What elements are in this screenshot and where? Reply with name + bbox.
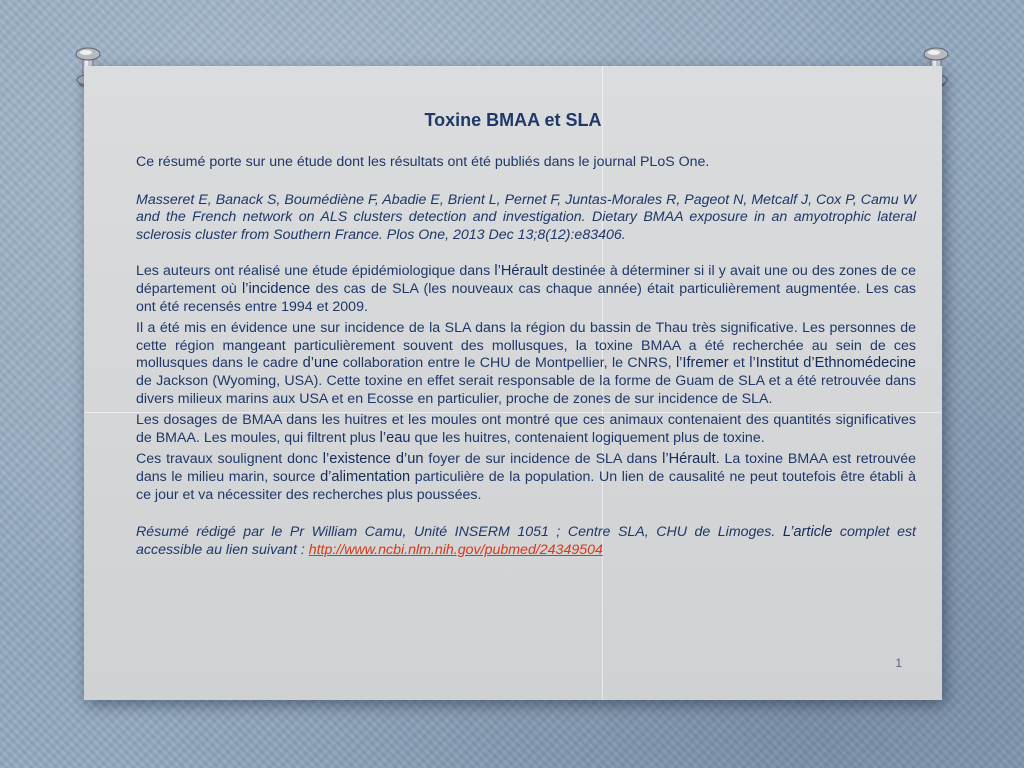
paragraph-findings <box>136 320 916 408</box>
text-run: Les dosages de BMAA dans les huitres et les moules ont montré que ces animaux contenaient des quantités significatives de BMAA. Les moules, qui filtrent plus <box>136 412 916 446</box>
paragraph-study <box>136 263 916 316</box>
text-run: particulière de la population. Un lien de causalité ne peut toutefois être établi à ce jour et va nécessiter des recherches plus poussées. <box>136 468 916 503</box>
highlight-text: d’alimentation <box>320 468 411 485</box>
highlight-text: l’Institut d’Ethnomédecine <box>749 355 917 372</box>
text-run: Il a été mis en évidence une sur incidence de la SLA dans la région du bassin de Thau très significative. Les personnes de cette région mangeant particulièrement souvent des mollusques, la toxine BMAA a été recherchée au sein de ces mollusques dans le cadre <box>136 320 916 372</box>
slide-title: Toxine BMAA et SLA <box>424 110 602 130</box>
summary-credit <box>136 524 916 559</box>
pubmed-link[interactable]: http://www.ncbi.nlm.nih.gov/pubmed/24349504 <box>308 541 603 558</box>
text-run: destinée à déterminer si il y avait une ou des zones de ce département où <box>136 263 916 297</box>
slide-content <box>136 154 916 559</box>
highlight-text: l’incidence <box>242 280 311 297</box>
text-run: et <box>728 355 750 372</box>
highlight-text: d’une <box>302 355 339 372</box>
highlight-text: L’article <box>782 524 833 541</box>
highlight-text: l’existence d’un <box>322 451 424 468</box>
text-run: Résumé rédigé par le Pr William Camu, Unité INSERM 1051 ; Centre SLA, CHU de Limoges. <box>136 524 783 541</box>
text-run: . La toxine BMAA est retrouvée dans le milieu marin, source <box>136 451 916 485</box>
highlight-text: l’Hérault <box>662 451 716 468</box>
slide-board <box>84 66 942 700</box>
text-run: collaboration entre le CHU de Montpellier, le CNRS, <box>338 355 676 372</box>
citation-text: Masseret E, Banack S, Boumédiène F, Abadie E, Brient L, Pernet F, Juntas-Morales R, Pageot N, Metcalf J, Cox P, Camu W and the French network on ALS clusters detection and investigation. Dietary BMAA exposure in an amyotrophic lateral sclerosis cluster from Southern France. Plos One, 2013 Dec 13;8(12):e83406. <box>136 191 916 243</box>
highlight-text: l’Hérault <box>494 263 548 280</box>
page-number: 1 <box>895 656 902 670</box>
highlight-text: l’Ifremer <box>675 355 729 372</box>
highlight-text: l’eau <box>379 429 411 446</box>
paragraph-conclusion <box>136 451 916 504</box>
text-run: des cas de SLA (les nouveaux cas chaque année) était particulièrement augmentée. Les cas ont été recensés entre 1994 et 2009. <box>136 280 916 315</box>
text-run: complet est accessible au lien suivant : <box>136 524 916 558</box>
text-run: de Jackson (Wyoming, USA). Cette toxine en effet serait responsable de la forme de Guam de SLA et a été retrouvée dans divers milieux marins aux USA et en Ecosse en particulier, proche de zones de sur incidence de SLA. <box>136 372 916 407</box>
text-run: foyer de sur incidence de SLA dans <box>423 451 663 468</box>
text-run: Les auteurs ont réalisé une étude épidémiologique dans <box>136 263 495 280</box>
text-run: que les huitres, contenaient logiquement plus de toxine. <box>410 429 765 446</box>
text-run: Ces travaux soulignent donc <box>136 451 323 468</box>
paragraph-dosages <box>136 412 916 447</box>
intro-text: Ce résumé porte sur une étude dont les résultats ont été publiés dans le journal PLoS One. <box>136 154 710 170</box>
